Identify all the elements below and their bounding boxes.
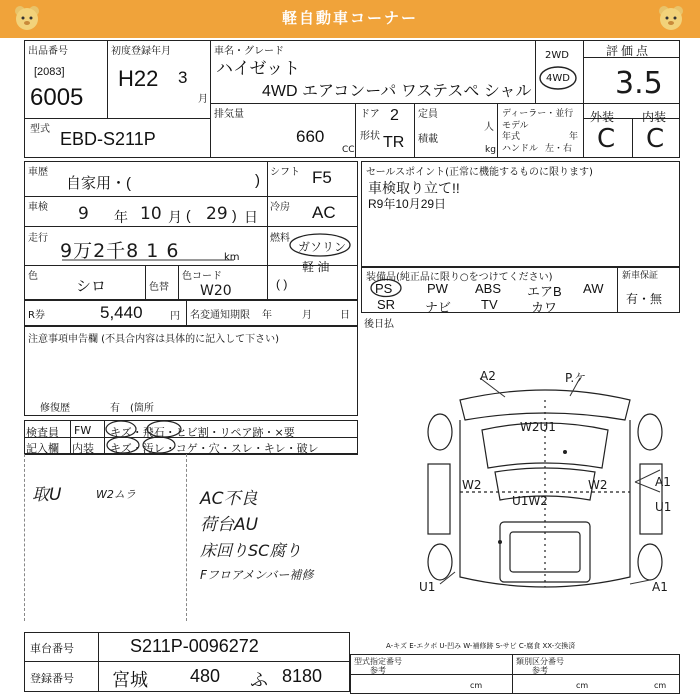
first-reg-label: 初度登録年月 [111,46,171,57]
notes-label: 注意事項申告欄 (不具合内容は具体的に記入して下さい) [28,334,279,345]
dealer-year-unit: 年 [569,132,579,142]
new-car-warranty-value: 有・無 [626,292,663,306]
equipment-label: 装備品(純正品に限り○をつけてください) [366,272,553,283]
after-payment-label: 後日払 [364,319,394,330]
inspector-label-2: 記入欄 [26,442,59,455]
repair-label: 修復歴 [40,403,70,414]
doors-label: ドア [360,109,380,120]
inspector-label-1: 検査員 [26,426,59,439]
equip-airbag: エアB [527,284,562,299]
capacity-label: 定員 [418,109,438,120]
drive-4wd-option: 4WD [546,73,570,84]
transfer-month-unit: 月 [302,310,312,321]
dims-unit-2: cm [576,681,589,690]
model-value: EBD-S211P [60,129,156,149]
diag-left-side: W2 [462,478,482,492]
repair-bracket: (箇所 [130,403,154,414]
category-ref: 参考 [532,666,548,675]
interior-items: キズ・汚レ・コゲ・穴・スレ・キレ・破レ [110,442,319,455]
transfer-label: 名変通知期限 [190,310,250,321]
aircon-label: 冷房 [270,202,290,213]
interior-grade: C [646,124,665,154]
diag-a2: A2 [480,369,496,383]
shift-label: シフト [270,167,300,178]
exterior-grade: C [597,124,616,154]
diag-roof: W2U1 [520,420,556,434]
car-grade: 4WD エアコンーパ ワステスペ シャル [262,83,532,100]
equip-ps: PS [375,281,393,296]
fuel-gasoline: ガソリン [298,240,347,254]
inspection-year: 9 [78,204,89,224]
diag-pke: P.ケ [565,371,587,385]
exterior-label: 外装 [590,110,615,124]
equip-navi: ナビ [425,300,452,315]
diag-right-a: A1 [655,475,671,489]
plate-label: 登録番号 [30,672,74,685]
dealer-year-label: 年式 [502,132,521,142]
cert-label: 型式指定番号 [354,657,402,666]
diag-right-side: W2 [588,478,608,492]
bear-mascot-icon [656,3,686,33]
fuel-diesel: 軽 油 [302,260,330,274]
inspection-year-unit: 年 [114,209,128,225]
lot-label: 出品番号 [28,46,68,57]
equip-tv: TV [481,297,498,312]
displacement-label: 排気量 [214,109,244,120]
shape-value: TR [383,134,405,151]
dealer-label: ディーラー・並行 [502,109,574,119]
inspector-circle-marks-icon [104,418,194,456]
fuel-label: 燃料 [270,233,290,244]
diag-center: U1W2 [512,494,548,508]
new-car-warranty-label: 新車保証 [622,271,659,281]
doors-value: 2 [390,107,399,124]
recycle-value: 5,440 [100,303,143,322]
fw-items: キズ・飛石・ヒビ割・リペア跡・×要 [110,426,295,439]
history-close: ) [255,172,260,189]
diag-right-u: U1 [655,500,672,514]
plate-number: 8180 [282,666,323,686]
dims-unit-1: cm [470,681,483,690]
interior-row-label: 内装 [72,442,94,455]
sales-point-line2: R9年10月29日 [368,197,447,211]
header-title: 軽自動車コーナー [281,9,418,27]
repair-value: 有 [110,403,120,414]
shift-value: F5 [312,168,332,187]
handnote-1a: 取U [32,485,62,505]
fuel-selected-circle-icon [288,232,352,258]
plate-kana: ふ [250,670,268,690]
color-label: 色 [28,271,38,282]
diag-bottom-a: A1 [652,580,668,594]
fuel-paren: ( ) [276,277,288,291]
plate-region: 宮城 [112,670,148,690]
fw-label: FW [74,424,92,437]
equip-aw: AW [583,281,604,296]
car-name-label: 車名・グレード [214,46,284,57]
recycle-unit: 円 [170,311,180,322]
damage-legend: A-キズ E-エクボ U-凹み W-補修跡 S-サビ C-腐食 XX-交換済 [386,642,576,650]
mileage-unit: km [224,252,240,263]
drive-selected-circle-icon [537,64,579,92]
color-change-label: 色替 [149,282,169,293]
color-code-label: 色コード [182,271,222,282]
sales-point-line1: 車検取り立て!! [368,180,460,196]
load-label: 積載 [418,134,438,145]
equip-circled-icon [368,278,404,298]
inspection-month-unit: 月 [168,209,182,225]
capacity-unit: 人 [484,122,494,133]
diag-bottom-u: U1 [419,580,436,594]
car-damage-diagram [420,372,670,612]
chassis-label: 車台番号 [30,642,74,655]
transfer-day-unit: 日 [340,310,350,321]
equip-pw: PW [427,281,448,296]
first-reg-month: 3 [178,68,188,87]
handnote-2: AC不良 [200,489,258,509]
mileage-value: 9万2千8 1 6 [60,240,180,262]
equip-sr: SR [377,297,396,312]
color-code: W20 [200,283,232,299]
mileage-label: 走行 [28,233,48,244]
bear-mascot-icon [12,3,42,33]
dealer-model-label: モデル [502,121,529,131]
displacement-value: 660 [296,127,325,146]
category-label: 類別区分番号 [516,657,564,666]
rating-score: 3.5 [615,66,663,101]
drive-2wd-option: 2WD [545,50,569,61]
color-value: シロ [76,278,107,295]
chassis-value: S211P-0096272 [130,636,259,656]
aircon-value: AC [312,203,336,222]
cert-ref: 参考 [370,666,386,675]
model-label: 型式 [30,124,50,135]
recycle-label: R券 [28,310,45,321]
car-name: ハイゼット [216,59,301,78]
load-unit: kg [485,145,496,155]
equip-leather: カワ [531,300,558,315]
inspection-label: 車検 [28,202,48,213]
inspection-day-open: ( [186,207,191,223]
transfer-year-unit: 年 [262,310,272,321]
inspection-month: 10 [140,204,162,224]
sales-point-label: セールスポイント(正常に機能するものに限ります) [366,167,593,178]
handnote-1b: W2ムラ [96,488,136,501]
history-label: 車歴 [28,167,48,178]
handnote-3: 荷台AU [200,515,259,535]
history-value: 自家用・( [66,175,131,192]
displacement-unit: CC [342,145,355,155]
mileage-underline [62,254,237,264]
shape-label: 形状 [360,131,380,142]
interior-label: 内装 [642,110,667,124]
handnote-4: 床回りSC腐り [200,541,302,560]
inspection-day: 29 [206,204,228,224]
dealer-handle-label: ハンドル [502,144,539,154]
inspection-day-close: ) [232,207,237,223]
rating-label: 評価点 [606,44,652,58]
handnote-5: Fフロアメンバー補修 [200,568,314,582]
first-reg-month-unit: 月 [198,94,208,105]
dims-unit-3: cm [654,681,667,690]
first-reg-era-year: H22 [118,66,159,91]
equip-abs: ABS [475,281,502,296]
lot-number: 6005 [30,84,84,111]
plate-class: 480 [190,666,221,686]
inspection-day-unit: 日 [244,209,258,225]
dealer-handle-options: 左・右 [545,144,573,154]
lot-bracket-value: [2083] [34,66,65,78]
